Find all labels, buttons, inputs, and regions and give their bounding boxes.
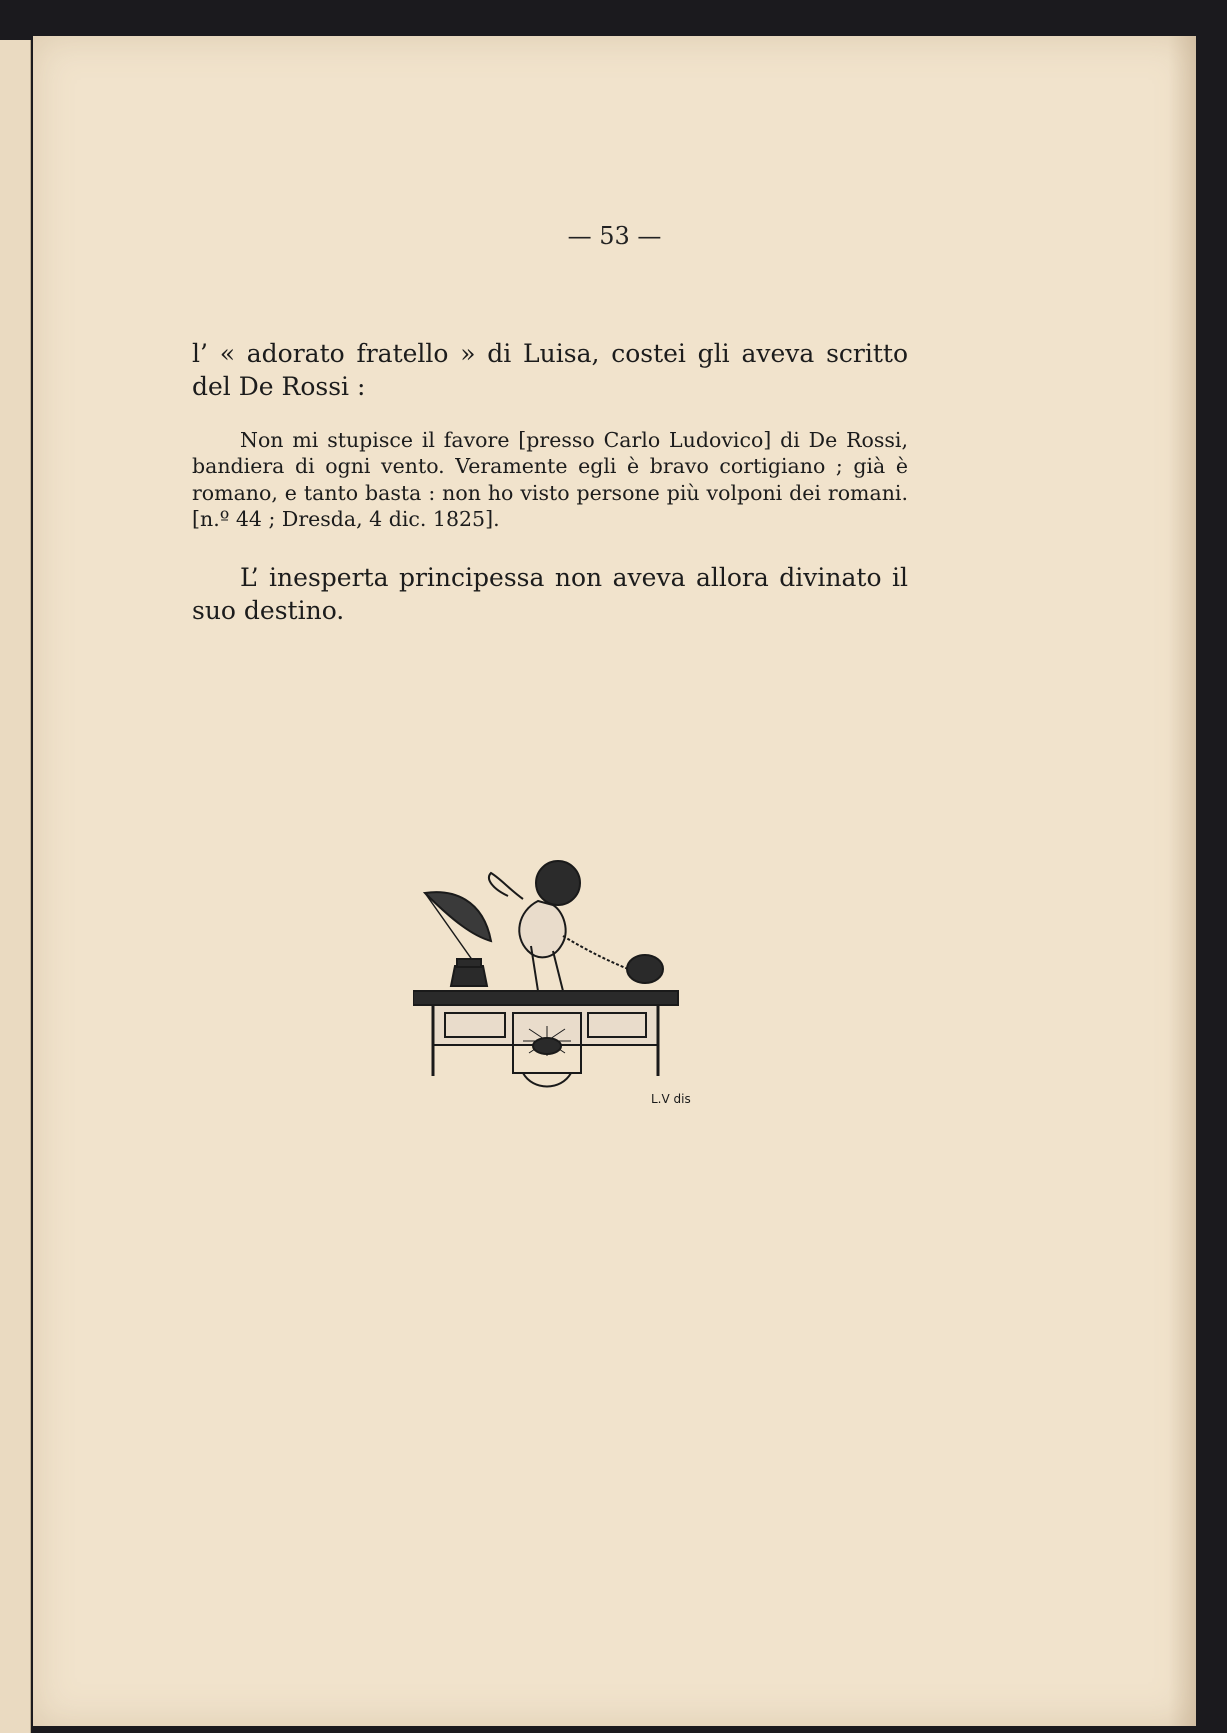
book-page [33, 36, 1196, 1726]
body-paragraph-2: L’ inesperta principessa non aveva allora divinato il suo destino. [192, 563, 908, 625]
cherub-head [536, 861, 580, 905]
page-number: — 53 — [567, 222, 662, 250]
body-paragraph-1: l’ « adorato fratello » di Luisa, costei gli aveva scritto del De Rossi : [192, 339, 908, 401]
crown [627, 955, 663, 983]
illustration-signature: L.V dis [651, 1092, 691, 1106]
block-quote: Non mi stupisce il favore [presso Carlo Ludovico] di De Rossi, bandiera di ogni vento. Veramente egli è bravo cortigiano ; già è romano, e tanto basta : non ho visto persone più volponi dei romani. [n.º 44 ; Dresda, 4 dic. 1825]. [192, 427, 908, 531]
quill-feather [425, 892, 491, 941]
cherub-body [519, 901, 565, 957]
inkwell [451, 966, 487, 986]
desk-top [413, 991, 678, 1005]
left-page-edge [0, 40, 31, 1733]
cherub-desk-vignette [413, 841, 743, 1131]
